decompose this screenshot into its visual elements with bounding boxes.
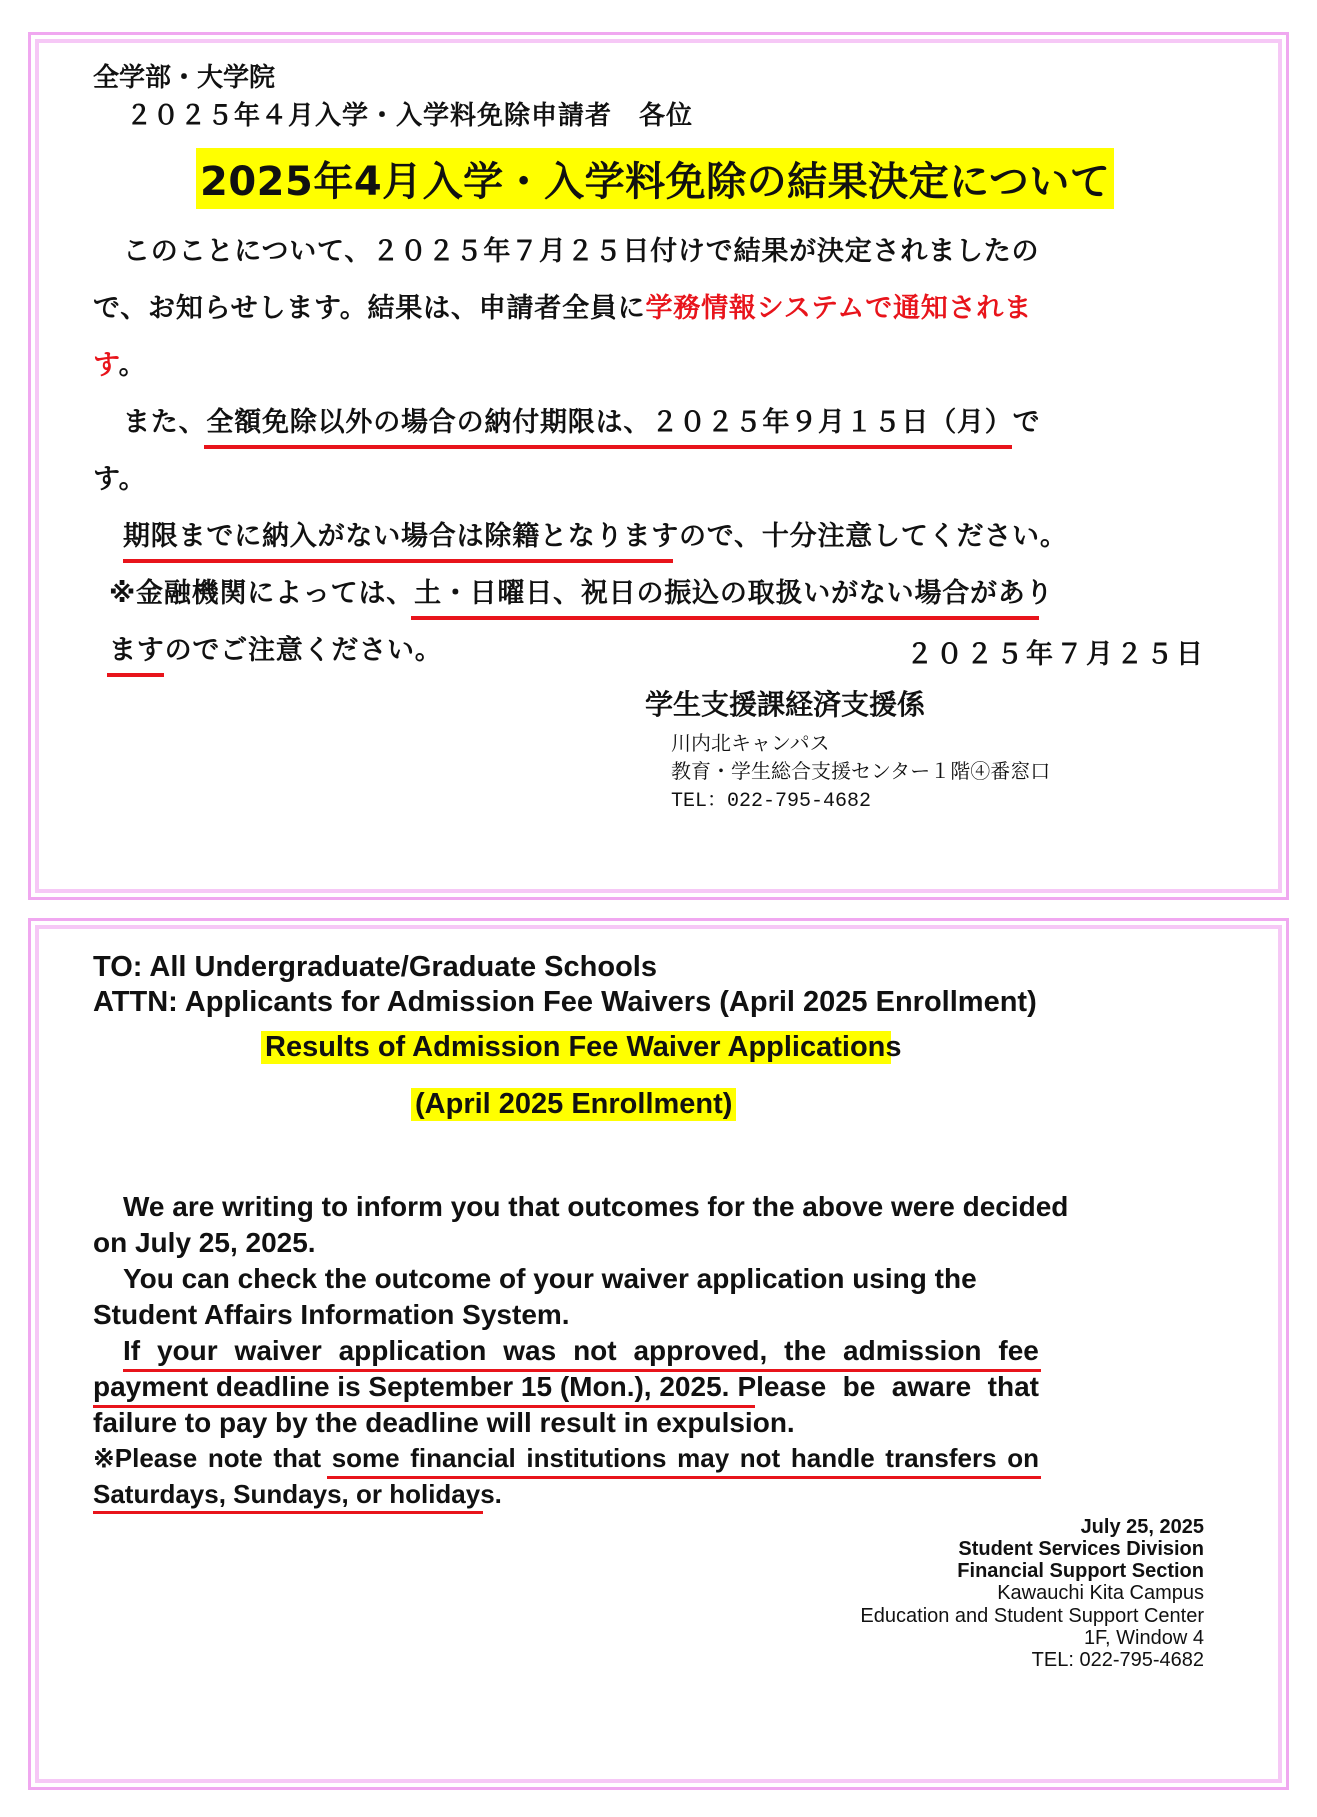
en-word: fee	[998, 1335, 1039, 1366]
jp-p1-text: で、お知らせします。結果は、申請者全員に	[93, 293, 646, 324]
en-word: note	[207, 1443, 263, 1473]
japanese-notice-panel	[28, 32, 1289, 900]
jp-notice-title: 2025年4月入学・入学料免除の結果決定について	[196, 148, 1114, 209]
jp-p1-period: 。	[118, 350, 147, 381]
jp-p3-caution: ので、十分注意してください。	[679, 521, 1068, 552]
jp-campus: 川内北キャンパス	[671, 734, 830, 757]
en-word: application	[338, 1335, 487, 1366]
jp-p1-system-notice-end: す	[93, 350, 119, 381]
jp-tel: TEL：022-795-4682	[671, 790, 872, 813]
en-paragraph4-line1	[93, 1443, 1039, 1474]
en-paragraph1-line1: We are writing to inform you that outcomes for the above were decided	[123, 1191, 1069, 1222]
jp-p4-weekend: 土・日曜日、祝日の振込の取扱いがない場合があり	[414, 578, 1054, 609]
en-attn-line: ATTN: Applicants for Admission Fee Waivers (April 2025 Enrollment)	[93, 986, 1037, 1018]
en-paragraph3-line1	[123, 1335, 1039, 1367]
jp-p4-weekend-end: ます	[109, 635, 165, 666]
jp-expulsion-underline	[123, 559, 673, 563]
en-word: aware	[891, 1371, 972, 1402]
jp-paragraph4-line2	[109, 622, 443, 679]
en-to-line: TO: All Undergraduate/Graduate Schools	[93, 951, 657, 983]
en-word: waiver	[234, 1335, 322, 1366]
en-signature-division: Student Services Division	[958, 1538, 1204, 1560]
en-word: financial	[410, 1443, 516, 1473]
jp-weekend-underline	[411, 616, 1039, 620]
en-word: was	[503, 1335, 557, 1366]
jp-addressee-line1: 全学部・大学院	[93, 63, 276, 93]
jp-p2-intro: また、	[123, 407, 207, 438]
en-paragraph2-line2: Student Affairs Information System.	[93, 1299, 570, 1330]
en-word: that	[987, 1371, 1039, 1402]
en-word: may	[677, 1443, 730, 1473]
en-word: on	[1007, 1443, 1039, 1473]
en-paragraph2-line1: You can check the outcome of your waiver application using the	[123, 1263, 977, 1294]
jp-deadline-underline	[204, 445, 1012, 449]
en-word: If	[123, 1335, 141, 1366]
en-word: institutions	[526, 1443, 667, 1473]
en-deadline-text: payment deadline is September 15 (Mon.), 2025.	[93, 1371, 730, 1402]
jp-addressee-line2: ２０２５年４月入学・入学料免除申請者 各位	[126, 101, 694, 131]
jp-office-name: 学生支援課経済支援係	[645, 688, 926, 721]
en-signature-campus: Kawauchi Kita Campus	[997, 1582, 1204, 1604]
en-signature-section: Financial Support Section	[957, 1560, 1204, 1582]
en-title-line1: Results of Admission Fee Waiver Applications	[261, 1031, 891, 1064]
en-aware-words	[737, 1371, 1039, 1403]
en-paragraph3-line3: failure to pay by the deadline will result in expulsion.	[93, 1407, 795, 1438]
jp-paragraph2-line1	[123, 394, 1040, 451]
jp-p2-end: で	[1012, 407, 1041, 438]
jp-paragraph1-line1: このことについて、２０２５年７月２５日付けで結果が決定されましたの	[123, 236, 1040, 267]
en-word: Please	[737, 1371, 827, 1402]
en-word: be	[842, 1371, 876, 1402]
en-signature-tel: TEL: 022-795-4682	[1031, 1649, 1204, 1671]
en-title-line2: (April 2025 Enrollment)	[411, 1088, 736, 1121]
jp-weekend-underline-end	[107, 673, 164, 677]
en-word: transfers	[885, 1443, 997, 1473]
jp-center-window: 教育・学生総合支援センター１階④番窓口	[671, 762, 1051, 785]
en-paragraph1-line2: on July 25, 2025.	[93, 1227, 316, 1258]
en-word: admission	[843, 1335, 982, 1366]
en-word: not	[573, 1335, 617, 1366]
jp-paragraph3	[123, 508, 1068, 565]
en-word: your	[156, 1335, 218, 1366]
en-signature-window: 1F, Window 4	[1083, 1627, 1204, 1649]
en-signature-center: Education and Student Support Center	[860, 1605, 1204, 1627]
en-word: some	[331, 1443, 400, 1473]
en-word: handle	[790, 1443, 875, 1473]
jp-p1-system-notice: 学務情報システムで通知されま	[645, 293, 1032, 324]
jp-paragraph2-line2: す。	[93, 464, 147, 495]
jp-date: ２０２５年７月２５日	[906, 639, 1206, 670]
en-word: ※Please	[93, 1443, 198, 1473]
en-word: not	[739, 1443, 781, 1473]
en-word: that	[273, 1443, 322, 1473]
en-paragraph3-line2	[93, 1371, 1039, 1403]
en-signature-date: July 25, 2025	[1080, 1516, 1204, 1538]
jp-p4-intro: ※金融機関によっては、	[109, 578, 415, 609]
en-weekend-underline-end	[93, 1511, 483, 1514]
jp-p2-deadline: 全額免除以外の場合の納付期限は、２０２５年９月１５日（月）	[206, 407, 1013, 438]
jp-paragraph4-line1	[109, 565, 1053, 622]
jp-p3-expulsion: 期限までに納入がない場合は除籍となります	[123, 521, 679, 552]
en-word: approved,	[633, 1335, 768, 1366]
jp-p4-caution: のでご注意ください。	[164, 635, 443, 666]
en-paragraph4-line2: Saturdays, Sundays, or holidays.	[93, 1479, 502, 1509]
jp-paragraph1-line3	[93, 337, 146, 394]
en-word: the	[784, 1335, 827, 1366]
jp-paragraph1-line2	[93, 280, 1032, 337]
english-notice-panel	[28, 918, 1289, 1790]
